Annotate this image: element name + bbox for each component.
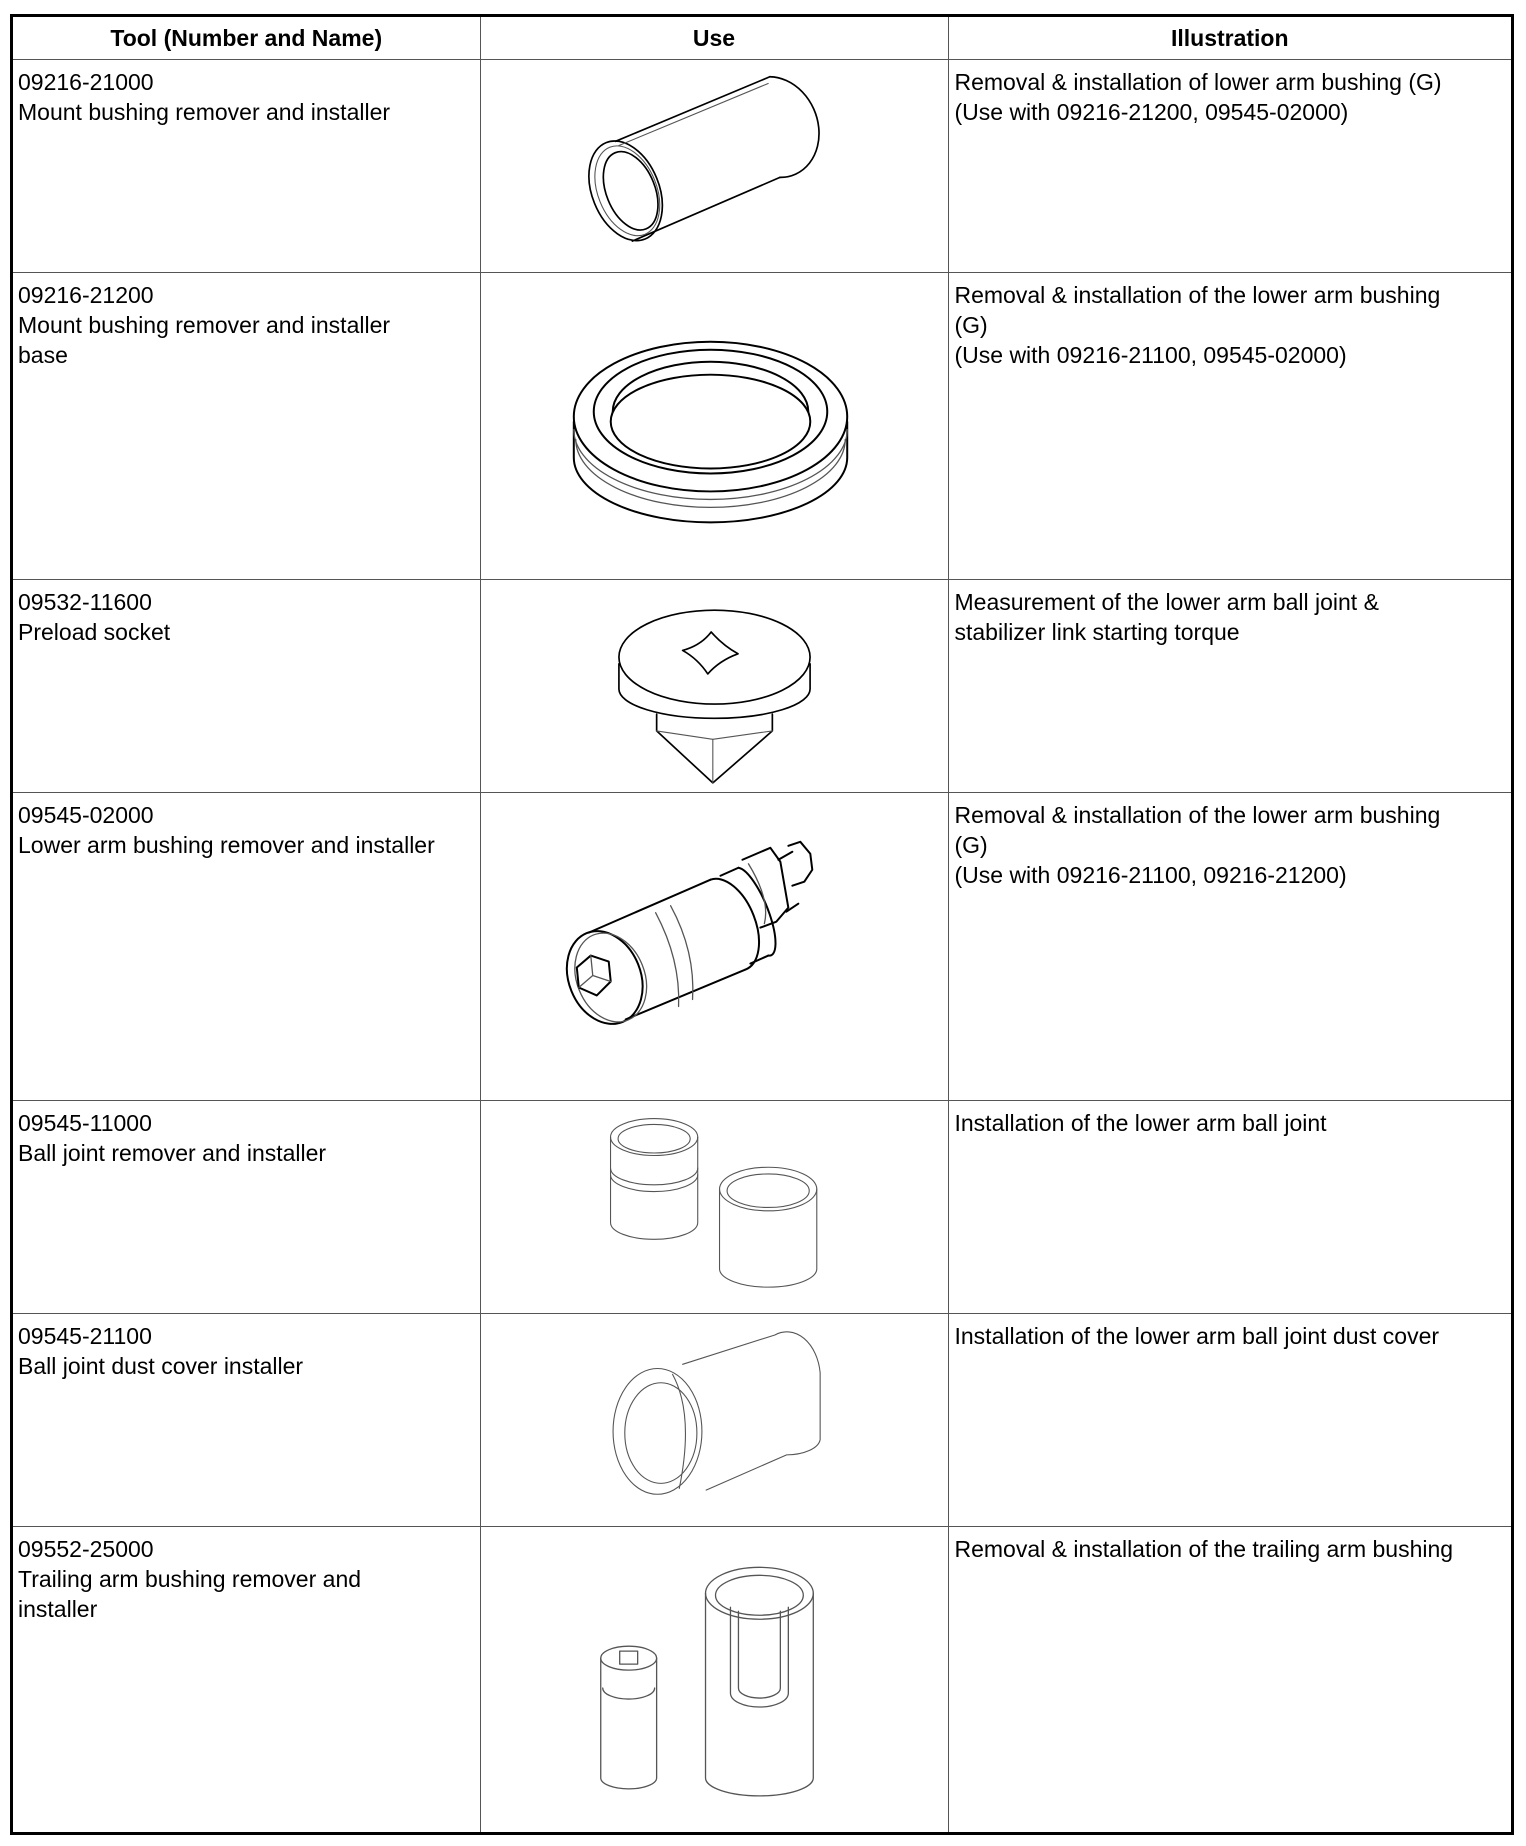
description-line: (Use with 09216-21200, 09545-02000) [954,99,1349,125]
header-row [13,17,1511,60]
illustration-cell [480,60,948,273]
tool-name-line: Preload socket [18,619,171,646]
illustration-cell [480,793,948,1100]
table-row [13,60,1511,273]
illustration-cell [480,1526,948,1832]
description-cell [948,793,1511,1100]
special-tools-table-frame [10,14,1514,1835]
description-line: (G) [954,832,988,859]
description-line: Removal & installation of the lower arm bushing [954,802,1441,829]
description-line: Removal & installation of the lower arm bushing [954,282,1441,309]
dust-cover-installer-icon [481,1314,948,1526]
illustration-cell [480,273,948,580]
description-cell [948,60,1511,273]
tool-name-line: Ball joint remover and installer [18,1139,327,1166]
description-line: stabilizer link starting torque [954,619,1240,646]
tool-name-line: Mount bushing remover and installer [18,312,391,339]
tool-cell [13,1100,480,1313]
tool-number: 09545-11000 [18,1109,152,1136]
table-row [13,1526,1511,1832]
tool-cell [13,580,480,793]
tool-name-line: Ball joint dust cover installer [18,1352,304,1379]
description-cell [948,273,1511,580]
special-tools-table [13,17,1511,1832]
table-row [13,793,1511,1100]
description-line: (G) [954,312,988,339]
tool-name-line: Lower arm bushing remover and installer [18,832,435,859]
table-row [13,1313,1511,1526]
illustration-cell [480,580,948,793]
header-illustration: Illustration [948,17,1511,60]
tool-name-line: Trailing arm bushing remover and [18,1565,362,1592]
trailing-arm-tool-set-icon [481,1527,948,1832]
preload-socket-icon [481,580,948,792]
tool-cell [13,1526,480,1832]
header-use: Use [480,17,948,60]
description-line: (Use with 09216-21100, 09216-21200) [954,862,1347,889]
tool-name-line: base [18,342,68,369]
tool-cell [13,273,480,580]
two-cup-set-icon [481,1101,948,1313]
description-cell [948,1313,1511,1526]
table-row [13,1100,1511,1313]
description-line: Installation of the lower arm ball joint dust cover [954,1322,1440,1349]
description-line: Removal & installation of lower arm bushing (G) [954,69,1442,95]
description-line: Removal & installation of the trailing arm bushing [954,1535,1454,1562]
description-line: (Use with 09216-21100, 09545-02000) [954,342,1347,369]
table-row [13,580,1511,793]
bolt-puller-icon [481,793,948,1099]
tool-cell [13,1313,480,1526]
description-line: Measurement of the lower arm ball joint & [954,589,1379,616]
tool-number: 09552-25000 [18,1535,154,1562]
header-tool: Tool (Number and Name) [13,17,480,60]
tool-number: 09545-02000 [18,802,154,829]
tool-number: 09532-11600 [18,589,152,616]
description-cell [948,1526,1511,1832]
description-line: Installation of the lower arm ball joint [954,1109,1327,1136]
table-row [13,273,1511,580]
illustration-cell [480,1313,948,1526]
illustration-cell [480,1100,948,1313]
tool-number: 09545-21100 [18,1322,152,1349]
tool-number: 09216-21000 [18,69,154,95]
description-cell [948,580,1511,793]
tool-name-line: Mount bushing remover and installer [18,99,391,125]
installer-base-ring-icon [481,273,948,579]
description-cell [948,1100,1511,1313]
bushing-sleeve-icon [481,60,948,272]
tool-cell [13,60,480,273]
tool-cell [13,793,480,1100]
tool-name-line: installer [18,1595,98,1622]
tool-number: 09216-21200 [18,282,154,309]
